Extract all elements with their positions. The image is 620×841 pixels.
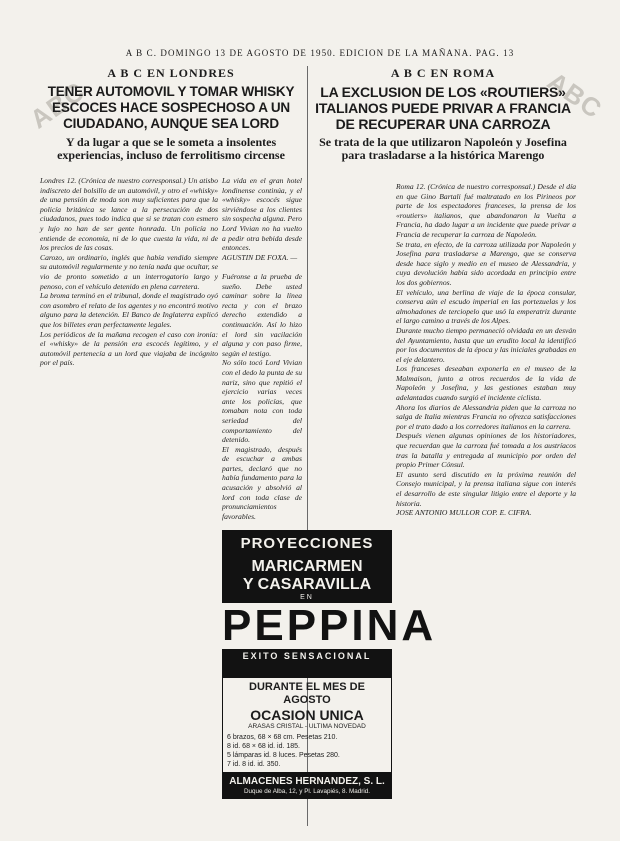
ad-footer-name: ALMACENES HERNANDEZ, S. L.: [229, 776, 385, 787]
ad-item-list: [227, 733, 387, 769]
left-headline: TENER AUTOMOVIL Y TOMAR WHISKY ESCOCES HACE SOSPECHOSO A UN CIUDADANO, AUNQUE SEA LORD: [47, 84, 295, 131]
right-body: Roma 12. (Crónica de nuestro corresponsal.) Desde el día en que Gino Bartali fué maltratado en los Pirineos por parte de los espectadores franceses, la prensa de los «routiers» italianos, que abandonaron la Vuelta a Francia, ha dado lugar a un incidente que puede privar a Francia de recuperar la carroza de Napoleón. Se trata, en efecto, de la carroza utilizada por Napoleón y Josefina para trasladarse a Marengo, que se conserva desde hace siglo y medio en el museo de Alessandria, y cuya devolución había sido acordada en principio entre los dos gobiernos. El vehículo, una berlina de viaje de la época consular, conserva aún el escudo imperial en las portezuelas y los almohadones de terciopelo que usó la emperatriz durante el largo camino a través de los Alpes. Durante mucho tiempo permaneció olvidada en un desván del Ayuntamiento, hasta que un erudito local la identificó por los documentos de la época y las iniciales grabadas en el eje delantero. Los franceses deseaban exponerla en el museo de la Malmaison, junto a otros recuerdos de la vida de Napoleón y Josefina, y las gestiones estaban muy adelantadas cuando surgió el incidente ciclista. Ahora los diarios de Alessandria piden que la carroza no salga de Italia mientras Francia no ofrezca satisfacciones por el trato dado a los corredores italianos en la carrera. Después vienen algunas opiniones de los historiadores, que recuerdan que la carroza fué tomada a los austríacos tras la batalla y entregada al municipio por orden del propio Primer Cónsul. El asunto será discutido en la próxima reunión del Consejo municipal, y la prensa italiana sigue con interés el desarrollo de este singular litigio entre el deporte y la historia. JOSE ANTONIO MULLOR COP. E. CIFRA.: [396, 182, 576, 518]
ad-line1: PROYECCIONES: [240, 535, 374, 552]
left-subhead: Y da lugar a que se le someta a insolentes experiencias, incluso de ferrolitismo circense: [57, 135, 285, 162]
abc-watermark-left: ABC: [24, 75, 91, 135]
ad-promo2: OCASION UNICA: [250, 707, 364, 723]
left-kicker: A B C EN LONDRES: [107, 66, 235, 80]
advertisement: [222, 530, 437, 840]
ad-en: EN: [300, 594, 314, 601]
ad-title: PEPPINA: [222, 601, 437, 650]
masthead: A B C. DOMINGO 13 DE AGOSTO DE 1950. EDICION DE LA MAÑANA. PAG. 13: [125, 48, 515, 58]
ad-cinema-block: [222, 530, 437, 678]
left-body-column-a: [40, 176, 218, 826]
left-article: [40, 66, 302, 168]
abc-watermark-right: ABC: [542, 65, 608, 125]
ad-item: 5 lámparas id. 8 luces. Pesetas 280.: [227, 752, 340, 759]
ad-line2: MARICARMEN: [251, 558, 363, 575]
ad-item: 8 id. 68 × 68 id. id. 185.: [227, 743, 300, 750]
left-body-column-c: [222, 176, 302, 268]
right-body-column-lead: [313, 182, 393, 527]
right-article: [313, 66, 573, 168]
ad-line3: Y CASARAVILLA: [242, 576, 372, 593]
right-kicker: A B C EN ROMA: [390, 66, 496, 80]
ad-store-block: [222, 678, 392, 773]
right-headline: LA EXCLUSION DE LOS «ROUTIERS» ITALIANOS PUEDE PRIVAR A FRANCIA DE RECUPERAR UNA CARROZA: [315, 84, 571, 132]
left-body-c: La vida en el gran hotel londinense continúa, y el «whisky» escocés sigue sirviéndose a los clientes sin sospecha alguna. Pero Lord Vivian no ha vuelto a pedir otra bebida desde entonces. AGUSTIN DE FOXA. —: [222, 176, 302, 262]
right-body-column: [396, 182, 576, 830]
right-subhead: Se trata de la que utilizaron Napoleón y Josefina para trasladarse a la histórica Marengo: [319, 135, 567, 162]
ad-footer: [222, 773, 392, 799]
ad-tagline: EXITO SENSACIONAL: [242, 651, 372, 661]
ad-item: 6 brazos, 68 × 68 cm. Pesetas 210.: [227, 734, 338, 741]
left-body-column-b: [222, 272, 302, 528]
ad-promo1: DURANTE EL MES DE AGOSTO: [249, 681, 365, 706]
ad-item: 7 id. 8 id. id. 350.: [227, 761, 281, 768]
ad-footer-address: Duque de Alba, 12, y Pl. Lavapiés, 8. Madrid.: [243, 788, 370, 795]
left-body-a: Londres 12. (Crónica de nuestro corresponsal.) Un atisbo indiscreto del bolsillo de un automóvil, y otro el «whisky» de una pensión de moda son muy suficientes para que la policía británica se lance a la persecución de dos ciudadanos, pues todo indica que si se tratan con esmero y lujo no han de ser gente honrada. Un policía no entiende de economía, ni de lo que cuesta la vida, ni de los precios de las cosas. Carozo, un ordinario, inglés que había vendido siempre su automóvil regularmente y no tenía nada que ocultar, se vio de pronto sometido a un interrogatorio largo y penoso, con el vehículo detenido en plena carretera. La broma terminó en el tribunal, donde el magistrado oyó con asombro el relato de los agentes y no encontró motivo alguno para la detención. El Banco de Inglaterra explicó que los billetes eran perfectamente legales. Los periódicos de la mañana recogen el caso con ironía: el «whisky» de la pensión era escocés legítimo, y el automóvil pertenecía a un lord que viajaba de incógnito por el país.: [40, 176, 218, 368]
ad-promo3: ARASAS CRISTAL - ULTIMA NOVEDAD: [248, 723, 366, 730]
left-body-b: Fuéronse a la prueba de sueño. Debe usted caminar sobre la línea recta y con el brazo derecho extendido a continuación. Así lo hizo el lord sin vacilación alguna y con paso firme, según el testigo. No sólo tocó Lord Vivian con el dedo la punta de su nariz, sino que repitió el ejercicio varias veces ante los policías, que tomaban nota con toda seriedad del comportamiento del detenido. El magistrado, después de escuchar a ambas partes, declaró que no había fundamento para la acusación y absolvió al lord con toda clase de pronunciamientos favorables.: [222, 272, 302, 521]
